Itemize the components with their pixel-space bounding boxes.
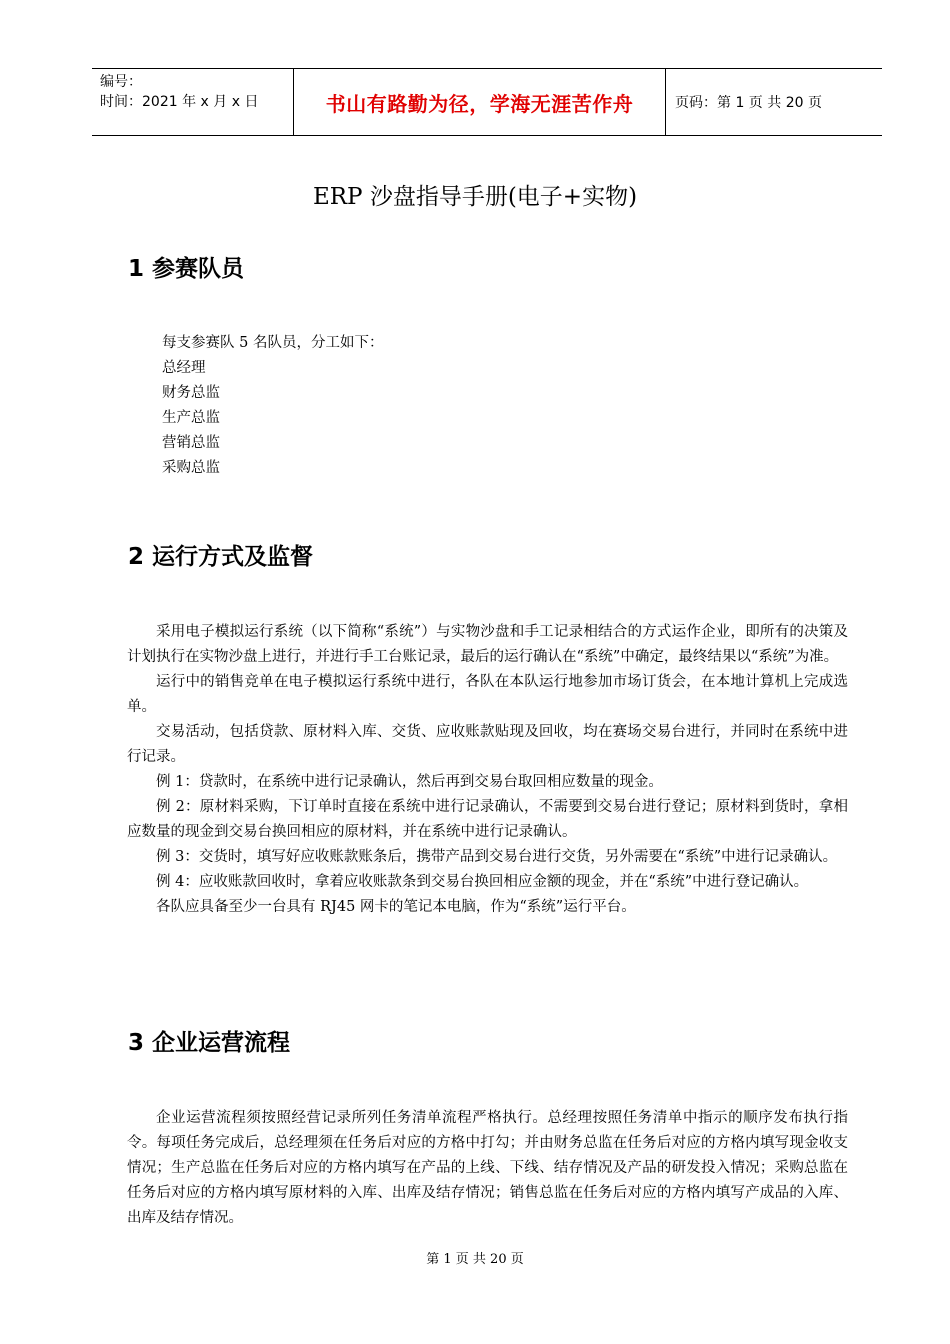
section-heading-3: 3 企业运营流程 (128, 1030, 291, 1056)
paragraph: 采用电子模拟运行系统（以下简称“系统”）与实物沙盘和手工记录相结合的方式运作企业，即所有的决策及计划执行在实物沙盘上进行，并进行手工台账记录，最后的运行确认在“系统”中确定，最终结果以“系统”为准。 (127, 624, 848, 665)
document-time: 时间：2021 年 x 月 x 日 (100, 94, 259, 110)
section-3-body (127, 1106, 848, 1231)
role-item: 营销总监 (162, 435, 220, 451)
paragraph: 例 4：应收账款回收时，拿着应收账款条到交易台换回相应金额的现金，并在“系统”中进行登记确认。 (156, 874, 809, 890)
team-intro: 每支参赛队 5 名队员，分工如下： (162, 335, 384, 351)
role-item: 财务总监 (162, 385, 220, 401)
paragraph: 运行中的销售竞单在电子模拟运行系统中进行，各队在本队运行地参加市场订货会，在本地计算机上完成选单。 (127, 674, 848, 715)
paragraph: 企业运营流程须按照经营记录所列任务清单流程严格执行。总经理按照任务清单中指示的顺序发布执行指令。每项任务完成后，总经理须在任务后对应的方格中打勾；并由财务总监在任务后对应的方格内填写现金收支情况；生产总监在任务后对应的方格内填写在产品的上线、下线、结存情况及产品的研发投入情况；采购总监在任务后对应的方格内填写原材料的入库、出库及结存情况；销售总监在任务后对应的方格内填写产成品的入库、出库及结存情况。 (127, 1110, 848, 1226)
section-heading-1: 1 参赛队员 (128, 256, 245, 282)
document-number: 编号： (100, 74, 142, 90)
document-title: ERP 沙盘指导手册(电子+实物) (312, 184, 638, 210)
page-header (92, 68, 882, 136)
paragraph: 例 1：贷款时，在系统中进行记录确认，然后再到交易台取回相应数量的现金。 (156, 774, 663, 790)
paragraph: 各队应具备至少一台具有 RJ45 网卡的笔记本电脑，作为“系统”运行平台。 (156, 899, 636, 915)
paragraph: 例 3：交货时，填写好应收账款账条后，携带产品到交易台进行交货，另外需要在“系统”中进行记录确认。 (156, 849, 838, 865)
team-roles-list (162, 331, 383, 481)
role-item: 采购总监 (162, 460, 220, 476)
paragraph: 例 2：原材料采购，下订单时直接在系统中进行记录确认，不需要到交易台进行登记；原材料到货时，拿相应数量的现金到交易台换回相应的原材料，并在系统中进行记录确认。 (127, 799, 848, 840)
header-info (92, 69, 293, 135)
header-motto-cell (293, 69, 666, 135)
header-motto: 书山有路勤为径，学海无涯苦作舟 (325, 91, 634, 116)
header-page-number: 页码：第 1 页 共 20 页 (675, 95, 822, 111)
section-2-body (127, 620, 848, 920)
role-item: 生产总监 (162, 410, 220, 426)
page-footer: 第 1 页 共 20 页 (426, 1252, 524, 1267)
paragraph: 交易活动，包括贷款、原材料入库、交货、应收账款贴现及回收，均在赛场交易台进行，并同时在系统中进行记录。 (127, 724, 848, 765)
role-item: 总经理 (162, 360, 206, 376)
section-heading-2: 2 运行方式及监督 (128, 544, 314, 570)
